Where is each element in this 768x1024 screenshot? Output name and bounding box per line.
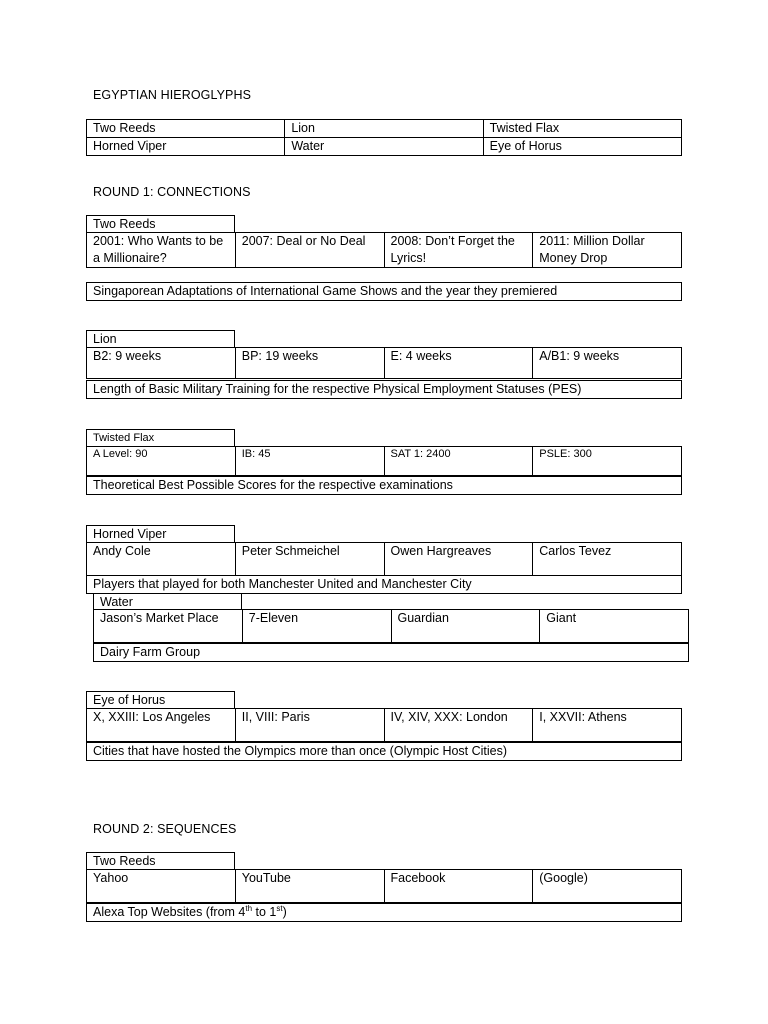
table-cell: Horned Viper xyxy=(87,138,285,156)
clue-cell: 2007: Deal or No Deal xyxy=(235,233,384,268)
table-cell: Lion xyxy=(285,120,483,138)
answer-row xyxy=(86,903,682,922)
clue-cell: Giant xyxy=(540,610,689,643)
answer-cell: Dairy Farm Group xyxy=(94,644,689,662)
answer-row xyxy=(86,282,682,301)
clue-cell: II, VIII: Paris xyxy=(235,709,384,742)
table-cell: Eye of Horus xyxy=(483,138,681,156)
group-tag: Eye of Horus xyxy=(86,691,235,708)
answer-cell: Players that played for both Manchester United and Manchester City xyxy=(87,576,682,594)
group-tag: Lion xyxy=(86,330,235,347)
group-tag: Twisted Flax xyxy=(86,429,235,446)
clue-cell: E: 4 weeks xyxy=(384,348,533,379)
ordinal-suffix: th xyxy=(245,903,253,913)
answer-row xyxy=(86,380,682,399)
clue-cell: 2001: Who Wants to be a Millionaire? xyxy=(87,233,236,268)
clue-cell: YouTube xyxy=(235,870,384,903)
clue-cell: (Google) xyxy=(533,870,682,903)
answer-row xyxy=(93,643,689,662)
round1-heading: ROUND 1: CONNECTIONS xyxy=(93,185,251,199)
answer-text: ) xyxy=(282,905,287,919)
clue-cell: Yahoo xyxy=(87,870,236,903)
clue-cell: SAT 1: 2400 xyxy=(384,447,533,476)
clue-cell: 7-Eleven xyxy=(242,610,391,643)
clue-cell: Andy Cole xyxy=(87,543,236,576)
clue-cell: 2008: Don’t Forget the Lyrics! xyxy=(384,233,533,268)
answer-row xyxy=(86,476,682,495)
answer-row xyxy=(86,742,682,761)
clue-cell: IV, XIV, XXX: London xyxy=(384,709,533,742)
clue-cell: X, XXIII: Los Angeles xyxy=(87,709,236,742)
clue-cell: Facebook xyxy=(384,870,533,903)
clue-row xyxy=(86,708,682,742)
clue-cell: BP: 19 weeks xyxy=(235,348,384,379)
group-tag: Two Reeds xyxy=(86,215,235,232)
answer-cell: Singaporean Adaptations of International Game Shows and the year they premiered xyxy=(87,283,682,301)
clue-cell: A Level: 90 xyxy=(87,447,236,476)
clue-cell: 2011: Million Dollar Money Drop xyxy=(533,233,682,268)
hieroglyph-table xyxy=(86,119,682,156)
answer-row xyxy=(86,575,682,594)
clue-row xyxy=(86,347,682,379)
answer-cell: Cities that have hosted the Olympics more than once (Olympic Host Cities) xyxy=(87,743,682,761)
group-tag: Two Reeds xyxy=(86,852,235,869)
clue-cell: I, XXVII: Athens xyxy=(533,709,682,742)
table-row xyxy=(87,138,682,156)
clue-cell: Peter Schmeichel xyxy=(235,543,384,576)
round2-heading: ROUND 2: SEQUENCES xyxy=(93,822,237,836)
table-cell: Two Reeds xyxy=(87,120,285,138)
clue-cell: Owen Hargreaves xyxy=(384,543,533,576)
clue-cell: A/B1: 9 weeks xyxy=(533,348,682,379)
clue-cell: IB: 45 xyxy=(235,447,384,476)
document-title: EGYPTIAN HIEROGLYPHS xyxy=(93,88,252,102)
clue-cell: B2: 9 weeks xyxy=(87,348,236,379)
clue-cell: Jason’s Market Place xyxy=(94,610,243,643)
clue-row xyxy=(86,446,682,476)
answer-cell: Length of Basic Military Training for the respective Physical Employment Statuses (PES) xyxy=(87,381,682,399)
answer-text: Alexa Top Websites (from 4 xyxy=(93,905,246,919)
clue-row xyxy=(86,869,682,903)
clue-row xyxy=(86,542,682,576)
answer-text: to 1 xyxy=(252,905,277,919)
clue-cell: Carlos Tevez xyxy=(533,543,682,576)
clue-row xyxy=(93,609,689,643)
group-tag: Horned Viper xyxy=(86,525,235,542)
clue-cell: Guardian xyxy=(391,610,540,643)
answer-cell: Theoretical Best Possible Scores for the respective examinations xyxy=(87,477,682,495)
table-cell: Water xyxy=(285,138,483,156)
table-cell: Twisted Flax xyxy=(483,120,681,138)
ordinal-suffix: st xyxy=(276,903,283,913)
table-row xyxy=(87,120,682,138)
answer-cell xyxy=(87,904,682,922)
clue-row xyxy=(86,232,682,268)
clue-cell: PSLE: 300 xyxy=(533,447,682,476)
group-tag: Water xyxy=(93,593,242,610)
